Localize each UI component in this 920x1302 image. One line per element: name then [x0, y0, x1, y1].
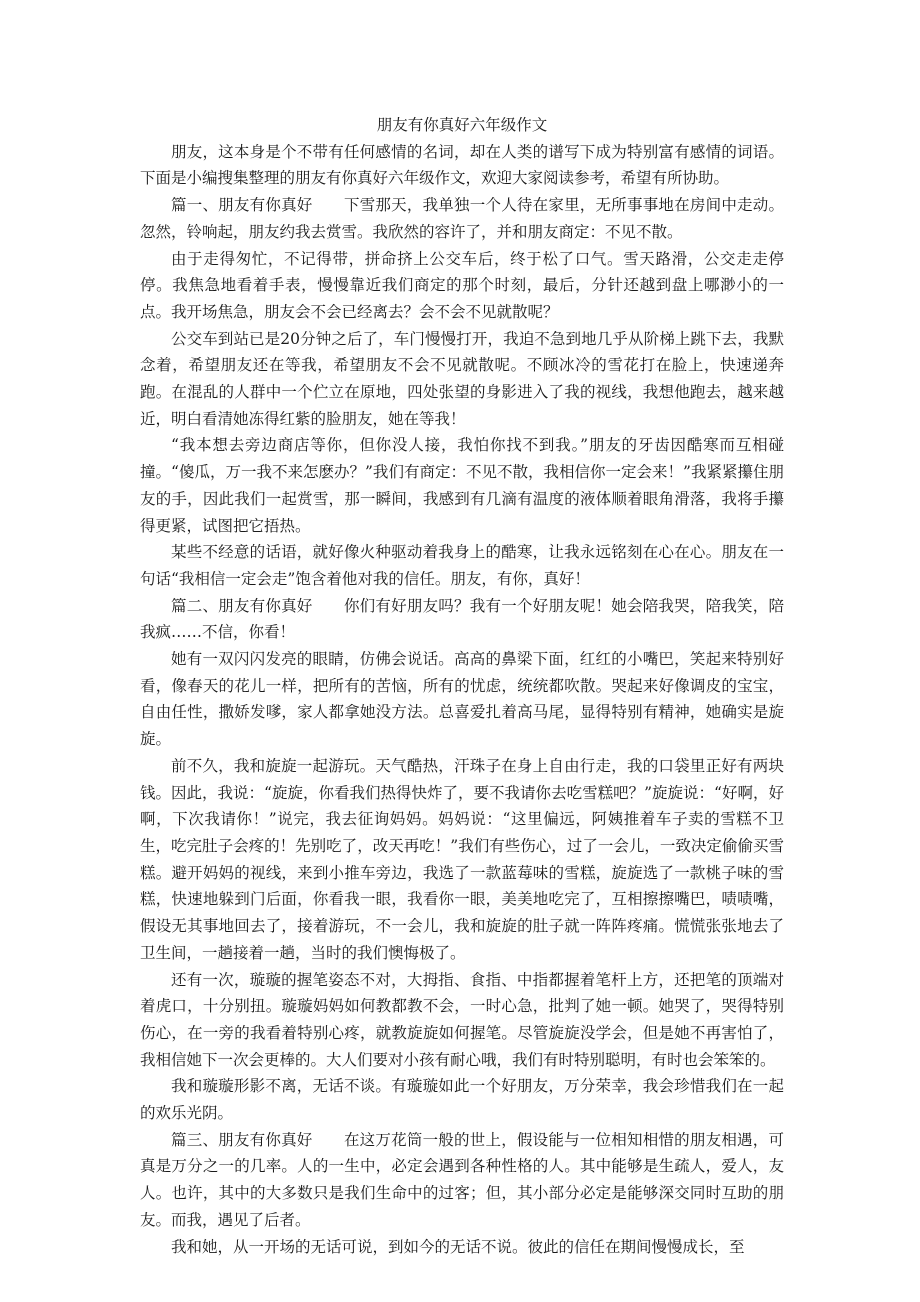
paragraph-essay2-start: 篇二、朋友有你真好 你们有好朋友吗？我有一个好朋友呢！她会陪我哭，陪我笑，陪我疯……不信，你看！ [140, 596, 784, 642]
paragraph-intro: 朋友，这本身是个不带有任何感情的名词，却在人类的谱写下成为特别富有感情的词语。下面是小编搜集整理的朋友有你真好六年级作文，欢迎大家阅读参考，希望有所协助。 [140, 142, 784, 188]
paragraph-essay1-arrival: 公交车到站已是20分钟之后了，车门慢慢打开，我迫不急到地几乎从阶梯上跳下去，我默念着，希望朋友还在等我，希望朋友不会不见就散呢。不顾冰冷的雪花打在脸上，快速递奔跑。在混乱的人群中一个伫立在原地，四处张望的身影进入了我的视线，我想他跑去，越来越近，明白看清她冻得红紫的脸朋友，她在等我！ [140, 329, 784, 428]
paragraph-essay1-start: 篇一、朋友有你真好 下雪那天，我单独一个人待在家里，无所事事地在房间中走动。忽然，铃响起，朋友约我去赏雪。我欣然的容许了，并和朋友商定：不见不散。 [140, 196, 784, 241]
paragraph-essay1-dialogue: “我本想去旁边商店等你，但你没人接，我怕你找不到我。”朋友的牙齿因酷寒而互相碰撞。“傻瓜，万一我不来怎麽办？”我们有商定：不见不散，我相信你一定会来！”我紧紧攥住朋友的手，因此我们一起赏雪，那一瞬间，我感到有几滴有温度的液体顺着眼角滑落，我将手攥得更紧，试图把它捂热。 [140, 436, 784, 535]
paragraph-essay1-bus: 由于走得匆忙，不记得带，拼命挤上公交车后，终于松了口气。雪天路滑，公交走走停停。我焦急地看着手表，慢慢靠近我们商定的那个时刻，最后，分针还越到盘上哪渺小的一点。我开场焦急，朋友会不会已经离去？会不会不见就散呢？ [140, 249, 784, 321]
paragraph-essay2-icecream: 前不久，我和旋旋一起游玩。天气酷热，汗珠子在身上自由行走，我的口袋里正好有两块钱。因此，我说：“旋旋，你看我们热得快炸了，要不我请你去吃雪糕吧？”旋旋说：“好啊，好啊，下次我请你！”说完，我去征询妈妈。妈妈说：“这里偏远，阿姨推着车子卖的雪糕不卫生，吃完肚子会疼的！先别吃了，改天再吃！”我们有些伤心，过了一会儿，一致决定偷偷买雪糕。避开妈妈的视线，来到小推车旁边，我选了一款蓝莓味的雪糕，旋旋选了一款桃子味的雪糕，快速地躲到门后面，你看我一眼，我看你一眼，美美地吃完了，互相擦擦嘴巴，啧啧嘴，假设无其事地回去了，接着游玩，不一会儿，我和旋旋的肚子就一阵阵疼痛。慌慌张张地去了卫生间，一趟接着一趟，当时的我们懊悔极了。 [140, 756, 784, 962]
paragraph-essay2-pen: 还有一次，璇璇的握笔姿态不对，大拇指、食指、中指都握着笔杆上方，还把笔的顶端对着虎口，十分别扭。璇璇妈妈如何教都教不会，一时心急，批判了她一顿。她哭了，哭得特别伤心，在一旁的我看着特别心疼，就教旋旋如何握笔。尽管旋旋没学会，但是她不再害怕了，我相信她下一次会更棒的。大人们要对小孩有耐心哦，我们有时特别聪明，有时也会笨笨的。 [140, 970, 784, 1069]
paragraph-essay2-description: 她有一双闪闪发亮的眼睛，仿佛会说话。高高的鼻梁下面，红红的小嘴巴，笑起来特别好看，像春天的花儿一样，把所有的苦恼，所有的忧虑，统统都吹散。哭起来好像调皮的宝宝，自由任性，撒娇发嗲，家人都拿她没方法。总喜爱扎着高马尾，显得特别有精神，她确实是旋旋。 [140, 650, 784, 749]
page-title: 朋友有你真好六年级作文 [376, 116, 548, 134]
paragraph-essay3-start: 篇三、朋友有你真好 在这万花筒一般的世上，假设能与一位相知相惜的朋友相遇，可真是万分之一的几率。人的一生中，必定会遇到各种性格的人。其中能够是生疏人，爱人，友人。也许，其中的大多数只是我们生命中的过客；但，其小部分必定是能够深交同时互助的朋友。而我，遇见了后者。 [140, 1130, 784, 1229]
paragraph-essay1-ending: 某些不经意的话语，就好像火种驱动着我身上的酷寒，让我永远铭刻在心在心。朋友在一句话“我相信一定会走”饱含着他对我的信任。朋友，有你，真好！ [140, 543, 784, 588]
paragraph-essay3-continued: 我和她，从一开场的无话可说，到如今的无话不说。彼此的信任在期间慢慢成长，至 [171, 1237, 745, 1256]
paragraph-essay2-ending: 我和璇璇形影不离，无话不谈。有璇璇如此一个好朋友，万分荣幸，我会珍惜我们在一起的欢乐光阴。 [140, 1077, 784, 1123]
document-page [140, 112, 784, 1260]
